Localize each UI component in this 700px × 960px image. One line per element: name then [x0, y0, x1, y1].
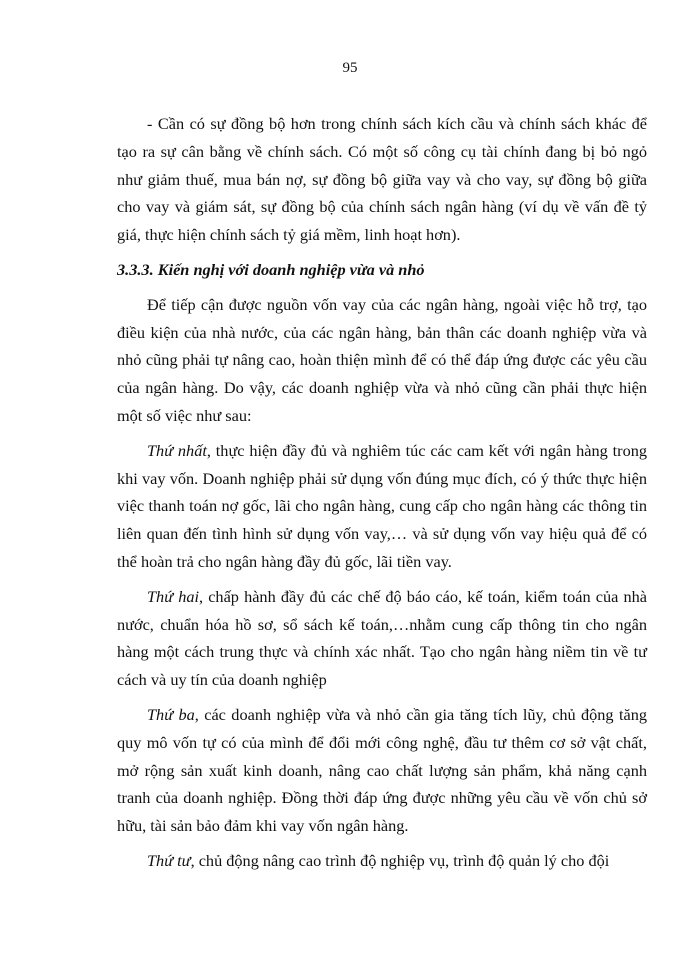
paragraph-fourth-lead: Thứ tư [147, 850, 191, 870]
paragraph-policy-sync: - Cần có sự đồng bộ hơn trong chính sách kích cầu và chính sách khác để tạo ra sự cân bằng về chính sách. Có một số công cụ tài chính đang bị bỏ ngỏ như giảm thuế, mua bán nợ, sự đồng bộ giữa vay và cho vay, sự đồng bộ giữa cho vay và giám sát, sự đồng bộ của chính sách ngân hàng (ví dụ về vấn đề tỷ giá, thực hiện chính sách tỷ giá mềm, linh hoạt hơn). [117, 114, 647, 245]
paragraph-first-lead: Thứ nhất [147, 440, 207, 460]
section-heading: 3.3.3. Kiến nghị với doanh nghiệp vừa và nhỏ [117, 259, 425, 279]
paragraph-intro: Để tiếp cận được nguồn vốn vay của các ngân hàng, ngoài việc hỗ trợ, tạo điều kiện của nhà nước, của các ngân hàng, bản thân các doanh nghiệp vừa và nhỏ cũng phải tự nâng cao, hoàn thiện mình để có thể đáp ứng được các yêu cầu của ngân hàng. Do vậy, các doanh nghiệp vừa và nhỏ cũng cần phải thực hiện một số việc như sau: [117, 294, 647, 425]
paragraph-third-body: , các doanh nghiệp vừa và nhỏ cần gia tăng tích lũy, chủ động tăng quy mô vốn tự có của mình để đổi mới công nghệ, đầu tư thêm cơ sở vật chất, mở rộng sản xuất kinh doanh, nâng cao chất lượng sản phẩm, khả năng cạnh tranh của doanh nghiệp. Đồng thời đáp ứng được những yêu cầu về vốn chủ sở hữu, tài sản bảo đảm khi vay vốn ngân hàng. [117, 704, 647, 836]
document-body [117, 110, 647, 882]
paragraph-fourth [117, 847, 647, 875]
paragraph-third-lead: Thứ ba [147, 704, 195, 724]
paragraph-first-body: , thực hiện đầy đủ và nghiêm túc các cam kết với ngân hàng trong khi vay vốn. Doanh nghiệp phải sử dụng vốn đúng mục đích, có ý thức thực hiện việc thanh toán nợ gốc, lãi cho ngân hàng, cung cấp cho ngân hàng các thông tin liên quan đến tình hình sử dụng vốn vay,… và sử dụng vốn vay hiệu quả để có thể hoàn trả cho ngân hàng đầy đủ gốc, lãi tiền vay. [117, 440, 648, 571]
paragraph-second [117, 583, 647, 694]
paragraph-second-body: , chấp hành đầy đủ các chế độ báo cáo, kế toán, kiểm toán của nhà nước, chuẩn hóa hồ sơ, sổ sách kế toán,…nhằm cung cấp thông tin cho ngân hàng một cách trung thực và chính xác nhất. Tạo cho ngân hàng niềm tin về tư cách và uy tín của doanh nghiệp [117, 586, 647, 690]
paragraph-fourth-body: , chủ động nâng cao trình độ nghiệp vụ, trình độ quản lý cho đội [190, 850, 610, 870]
paragraph-second-lead: Thứ hai [147, 586, 200, 606]
page-number: 95 [342, 60, 358, 76]
paragraph-first [117, 437, 647, 576]
paragraph-third [117, 701, 647, 840]
